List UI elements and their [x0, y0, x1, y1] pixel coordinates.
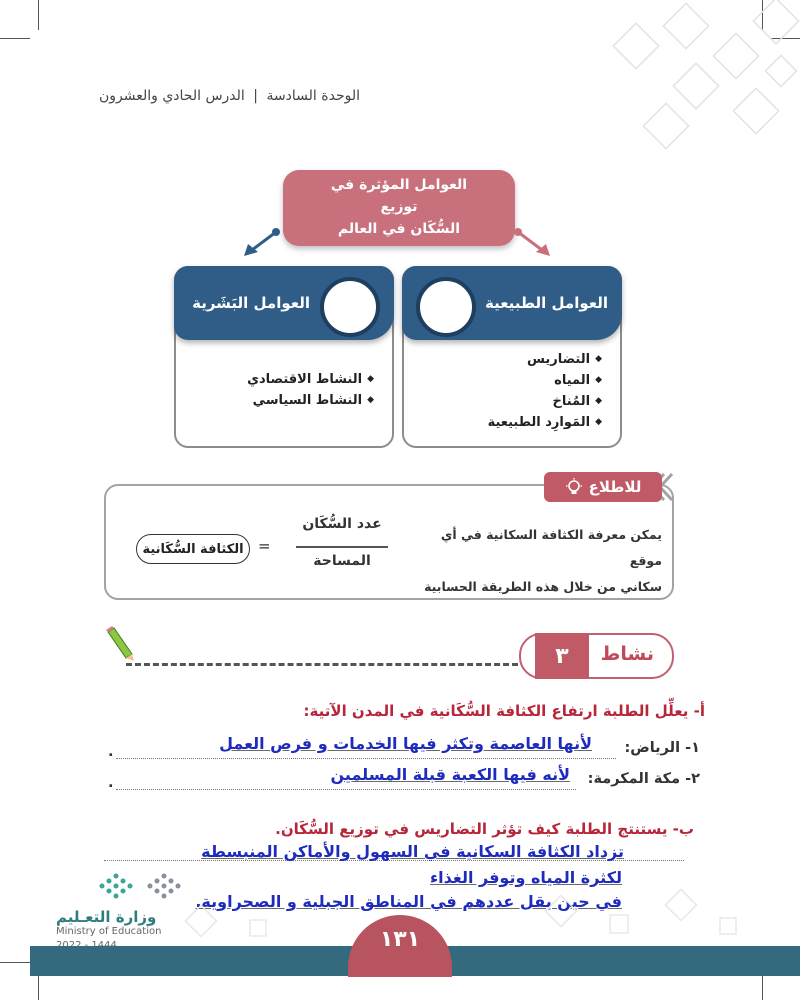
- activity-label: نشاط: [600, 643, 654, 665]
- natural-factors-header: [402, 266, 622, 340]
- item1-answer: لأنها العاصمة وتكثر فيها الخدمات و فرص العمل: [219, 734, 592, 753]
- question-b: ب- يستنتج الطلبة كيف تؤثر التضاريس في توزيع السُّكَان.: [275, 820, 694, 838]
- item2-answer: لأنه فيها الكعبة قبلة المسلمين: [330, 765, 570, 784]
- ministry-logo-icon: [92, 868, 188, 902]
- activity-divider: [126, 663, 518, 666]
- info-line1: يمكن معرفة الكثافة السكانية في أي موقع: [440, 527, 662, 568]
- root-line1: العوامل المؤثرة في توزيع: [330, 177, 468, 216]
- answer-b-line2: لكثرة المياه وتوفر الغذاء: [430, 868, 622, 887]
- human-factors-title: العوامل البَشَرية: [192, 294, 310, 312]
- info-label: للاطلاع: [588, 478, 642, 496]
- answer-b-line3: في حين يقل عددهم في المناطق الجبلية و الصحراوية.: [195, 892, 622, 911]
- list-item: ◆ المُناخ: [488, 394, 602, 415]
- diagram-arrows: [230, 222, 570, 262]
- list-item: ◆ المَوارِد الطبيعية: [488, 415, 602, 436]
- arrow-right-icon: [518, 232, 542, 250]
- activity-header: [519, 633, 674, 679]
- lesson-title: الدرس الحادي والعشرون: [98, 88, 245, 104]
- lightbulb-icon: [565, 478, 583, 496]
- page-header: [99, 88, 360, 104]
- item2-label: ٢- مكة المكرمة:: [587, 771, 700, 787]
- natural-factors-list: [488, 352, 602, 436]
- circle-icon: [416, 277, 476, 337]
- answer-b-line1: تزداد الكثافة السكانية في السهول والأماكن المنبسطة: [201, 842, 624, 861]
- decorative-pattern: [470, 0, 800, 170]
- list-item: ◆ المياه: [488, 373, 602, 394]
- decorative-pattern: [170, 880, 770, 946]
- info-line2: سكاني من خلال هذه الطريقة الحسابية: [424, 579, 662, 594]
- fraction-numerator: عدد السُّكَان: [302, 516, 382, 532]
- info-tab: [544, 472, 662, 502]
- arrow-left-icon: [252, 232, 276, 250]
- item2-end: .: [108, 775, 114, 791]
- pencil-icon: [104, 626, 134, 662]
- equals-sign: =: [258, 537, 271, 555]
- natural-factors-card: [402, 266, 622, 448]
- answer-line: [116, 758, 616, 759]
- crop-mark: [0, 962, 30, 963]
- item1-end: .: [108, 744, 114, 760]
- density-result: الكثافة السُّكَانية: [136, 534, 250, 564]
- list-item: ◆ النشاط السياسي: [247, 393, 374, 414]
- crop-mark: [38, 0, 39, 30]
- circle-icon: [320, 277, 380, 337]
- human-factors-list: [247, 372, 374, 414]
- question-a: أ- يعلِّل الطلبة ارتفاع الكثافة السُّكَانية في المدن الآتية:: [303, 702, 705, 720]
- ministry-name-en: Ministry of Education: [56, 926, 162, 937]
- natural-factors-title: العوامل الطبيعية: [484, 294, 608, 312]
- info-text: [412, 522, 662, 600]
- fraction-denominator: المساحة: [313, 553, 371, 569]
- header-separator: |: [253, 88, 258, 104]
- root-line2: السُّكَان في العالم: [337, 220, 461, 237]
- ministry-name-ar: وزارة التعـليم: [56, 908, 157, 926]
- item1-label: ١- الرياض:: [624, 740, 700, 756]
- human-factors-header: [174, 266, 394, 340]
- answer-line: [116, 789, 576, 790]
- activity-number: ٣: [535, 633, 589, 679]
- unit-title: الوحدة السادسة: [266, 88, 360, 104]
- list-item: ◆ النشاط الاقتصادي: [247, 372, 374, 393]
- list-item: ◆ التضاريس: [488, 352, 602, 373]
- page-number: ١٣١: [348, 915, 452, 977]
- fraction-bar: [296, 546, 388, 548]
- crop-mark: [0, 38, 30, 39]
- human-factors-card: [174, 266, 394, 448]
